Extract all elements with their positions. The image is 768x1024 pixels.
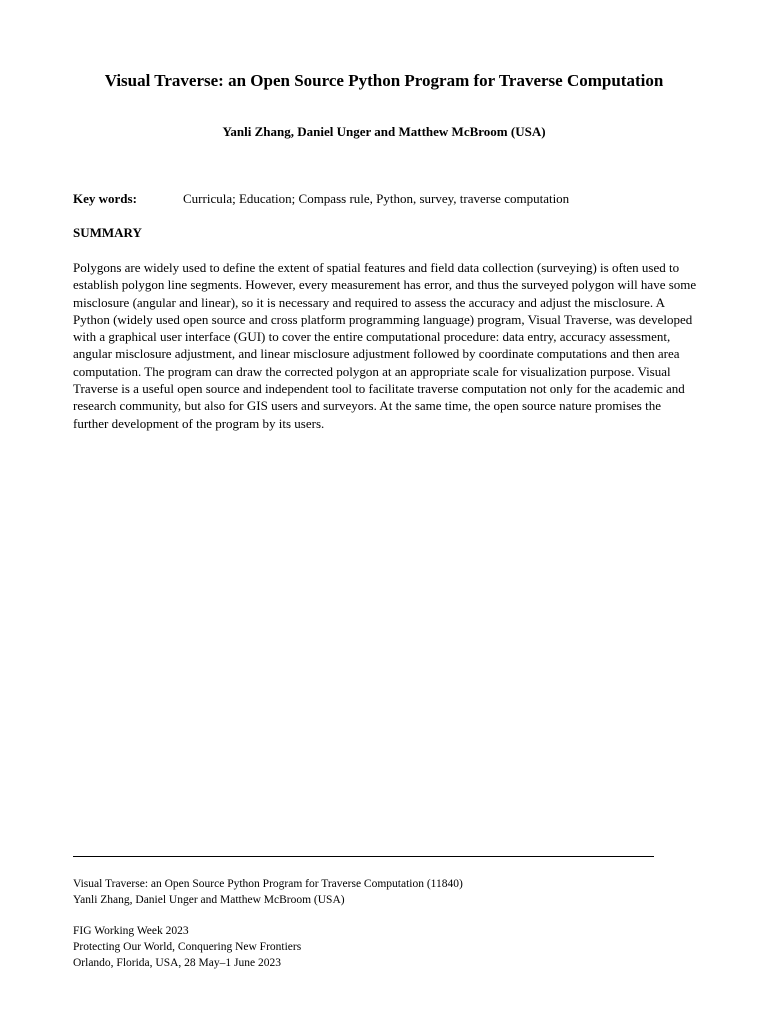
footer-divider xyxy=(73,856,654,857)
footer-event-name: FIG Working Week 2023 xyxy=(73,925,189,937)
footer-paper-info xyxy=(73,876,713,908)
summary-heading: SUMMARY xyxy=(73,225,142,240)
footer-event-location: Orlando, Florida, USA, 28 May–1 June 2023 xyxy=(73,957,281,969)
paper-authors: Yanli Zhang, Daniel Unger and Matthew McBroom (USA) xyxy=(222,124,546,139)
keywords-text: Curricula; Education; Compass rule, Python, survey, traverse computation xyxy=(183,191,570,206)
keywords-line xyxy=(73,190,713,207)
footer-event-info xyxy=(73,923,713,971)
paper-title: Visual Traverse: an Open Source Python Program for Traverse Computation xyxy=(104,71,664,90)
footer-event-theme: Protecting Our World, Conquering New Frontiers xyxy=(73,941,302,953)
footer-paper-authors: Yanli Zhang, Daniel Unger and Matthew McBroom (USA) xyxy=(73,894,345,906)
summary-paragraph: Polygons are widely used to define the extent of spatial features and field data collection (surveying) is often used to establish polygon line segments. However, every measurement has error, and thus the surveyed polygon will have some misclosure (angular and linear), so it is necessary and required to assess the accuracy and adjust the misclosure. A Python (widely used open source and cross platform programming language) program, Visual Traverse, was developed with a graphical user interface (GUI) to cover the entire computational procedure: data entry, accuracy assessment, angular misclosure adjustment, and linear misclosure adjustment followed by coordinate computations and then area computation. The program can draw the corrected polygon at an appropriate scale for visualization purpose. Visual Traverse is a useful open source and independent tool to facilitate traverse computation not only for the academic and research community, but also for GIS users and surveyors. At the same time, the open source nature promises the further development of the program by its users. xyxy=(73,260,697,431)
keywords-label: Key words: xyxy=(73,191,137,206)
footer-paper-title: Visual Traverse: an Open Source Python Program for Traverse Computation (11840) xyxy=(73,878,463,890)
